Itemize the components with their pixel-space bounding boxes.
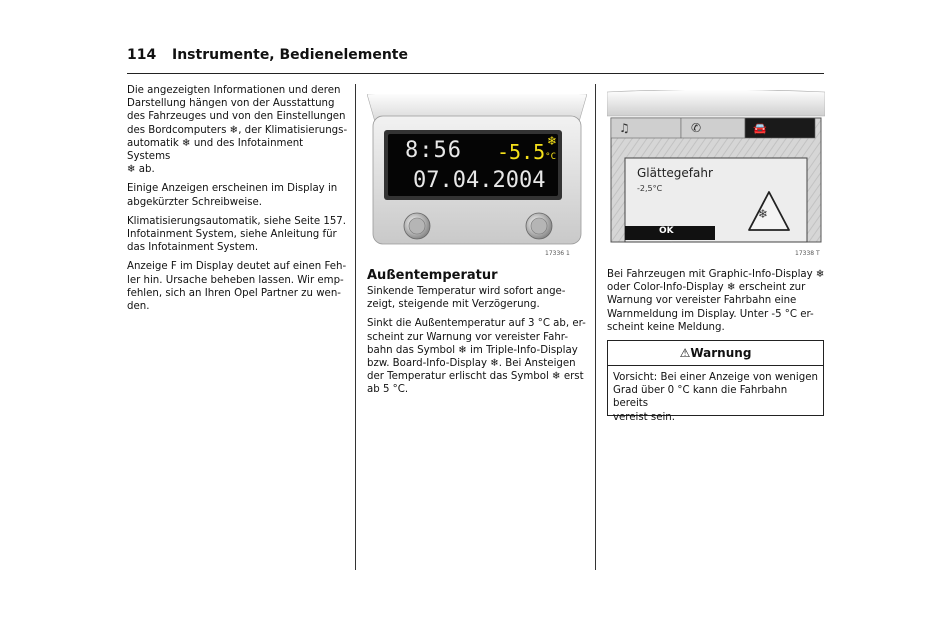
text-line: des Bordcomputers ❄, der Klimatisierungs-	[127, 124, 348, 136]
text-line: oder Color-Info-Display ❄ erscheint zur	[607, 282, 806, 294]
text-line: den.	[127, 301, 150, 313]
middle-paragraph-1	[367, 285, 589, 311]
warning-temperature: -2,5°C	[637, 184, 663, 193]
text-line: Sinkende Temperatur wird sofort ange-	[367, 286, 566, 297]
text-line: des Fahrzeuges und von den Einstellungen	[127, 111, 346, 123]
figure-number: 17336 1	[545, 250, 570, 257]
text-line: scheint keine Meldung.	[607, 321, 725, 333]
text-line: bahn das Symbol ❄ im Triple-Info-Display	[367, 344, 578, 356]
display-time: 8:56	[405, 138, 462, 163]
temperature-unit: °C	[545, 152, 557, 162]
text-line: abgekürzter Schreibweise.	[127, 196, 263, 208]
left-column	[127, 84, 349, 319]
warning-box	[607, 340, 824, 423]
middle-paragraph-2	[367, 317, 589, 396]
text-line: Einige Anzeigen erscheinen im Display in	[127, 183, 338, 195]
snowflake-icon: ❄	[547, 134, 558, 148]
music-note-icon: ♫	[619, 121, 630, 135]
warning-label: Warnung	[690, 346, 752, 360]
text-line: Warnmeldung im Display. Unter -5 °C er-	[607, 308, 814, 320]
text-line: scheint zur Warnung vor vereister Fahr-	[367, 331, 569, 343]
right-column	[607, 268, 829, 340]
figure-graphic-info-display	[607, 90, 825, 248]
text-line: Grad über 0 °C kann die Fahrbahn bereits	[613, 385, 788, 410]
left-paragraph-2	[127, 182, 349, 208]
left-paragraph-4	[127, 260, 349, 313]
text-line: das Infotainment System.	[127, 242, 259, 254]
warning-body	[613, 371, 821, 424]
page-title: Instrumente, Bedienelemente	[172, 47, 408, 63]
text-line: Klimatisierungsautomatik, siehe Seite 157.	[127, 215, 347, 227]
text-line: der Temperatur erlischt das Symbol ❄ erst	[367, 371, 584, 383]
text-line: fehlen, sich an Ihren Opel Partner zu wen-	[127, 287, 341, 299]
section-heading: Außentemperatur	[367, 268, 498, 283]
text-line: automatik ❄ und des Infotainment Systems	[127, 137, 304, 163]
text-line: Infotainment System, siehe Anleitung für	[127, 229, 337, 241]
phone-icon: ✆	[691, 121, 702, 135]
warning-title: Glättegefahr	[637, 166, 713, 180]
left-paragraph-3	[127, 215, 349, 255]
page-number: 114	[127, 47, 157, 63]
text-line: Anzeige F im Display deutet auf einen Feh-	[127, 261, 347, 273]
text-line: Vorsicht: Bei einer Anzeige von wenigen	[613, 372, 818, 383]
text-line: zeigt, steigende mit Verzögerung.	[367, 299, 540, 311]
text-line: Bei Fahrzeugen mit Graphic-Info-Display ❄	[607, 269, 825, 280]
left-paragraph-1	[127, 84, 349, 176]
warning-triangle-icon: ⚠	[679, 346, 691, 360]
snowflake-icon: ❄	[758, 207, 769, 221]
text-line: Die angezeigten Informationen und deren	[127, 85, 341, 96]
display-date: 07.04.2004	[413, 168, 546, 193]
temperature-value: -5.5	[497, 140, 546, 164]
warning-header	[608, 341, 823, 366]
right-paragraph-1	[607, 268, 829, 334]
text-line: ab 5 °C.	[367, 384, 409, 396]
text-line: ler hin. Ursache beheben lassen. Wir emp-	[127, 274, 344, 286]
text-line: Warnung vor vereister Fahrbahn eine	[607, 295, 797, 307]
middle-column	[367, 285, 589, 403]
text-line: Sinkt die Außentemperatur auf 3 °C ab, er-	[367, 318, 586, 330]
text-line: ❄ ab.	[127, 164, 155, 176]
text-line: vereist sein.	[613, 411, 676, 423]
figure-number: 17338 T	[795, 250, 820, 257]
ok-button: OK	[659, 226, 674, 236]
text-line: Darstellung hängen von der Ausstattung	[127, 98, 335, 110]
car-icon: 🚘	[753, 122, 767, 135]
text-line: bzw. Board-Info-Display ❄. Bei Ansteigen	[367, 358, 576, 370]
figure-triple-info-display	[367, 94, 587, 246]
header-divider	[127, 73, 824, 74]
column-divider-left	[355, 84, 356, 570]
column-divider-right	[595, 84, 596, 570]
